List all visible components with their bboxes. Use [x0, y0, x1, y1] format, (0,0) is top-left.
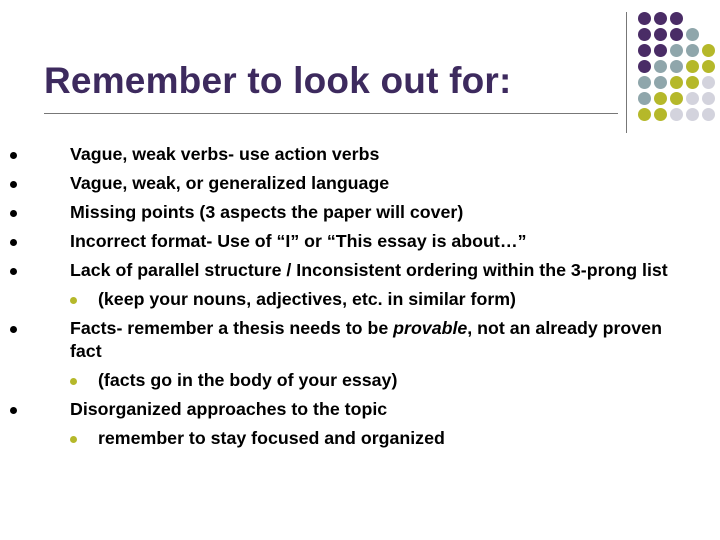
dot-olive	[670, 92, 683, 105]
dot-purple	[670, 12, 683, 25]
dot-teal	[638, 76, 651, 89]
dot-olive	[638, 108, 651, 121]
dot-purple	[654, 28, 667, 41]
dot-gray	[670, 108, 683, 121]
sub-list-item: remember to stay focused and organized	[70, 427, 670, 450]
dot-olive	[702, 44, 715, 57]
dot-olive	[686, 60, 699, 73]
dot-gray	[702, 108, 715, 121]
dot-teal	[670, 60, 683, 73]
dot-olive	[702, 60, 715, 73]
list-item: Incorrect format- Use of “I” or “This essay is about…”	[70, 230, 670, 253]
emphasized-word: provable	[393, 317, 468, 338]
bullet-list	[70, 143, 670, 456]
dot-teal	[638, 92, 651, 105]
dot-teal	[670, 44, 683, 57]
item-text: , not an already proven fact	[70, 317, 662, 361]
dot-gray	[702, 92, 715, 105]
dot-teal	[686, 44, 699, 57]
dot-purple	[638, 60, 651, 73]
dot-teal	[686, 28, 699, 41]
dot-purple	[654, 44, 667, 57]
dot-purple	[638, 12, 651, 25]
list-item: Vague, weak verbs- use action verbs	[70, 143, 670, 166]
item-text: Facts- remember a thesis needs to be	[70, 317, 394, 338]
dot-olive	[686, 76, 699, 89]
dot-teal	[654, 76, 667, 89]
vertical-divider	[626, 12, 627, 133]
sub-list-item: (keep your nouns, adjectives, etc. in similar form)	[70, 288, 670, 311]
list-item: Lack of parallel structure / Inconsistent ordering within the 3-prong list	[70, 259, 670, 282]
dot-gray	[686, 108, 699, 121]
sub-list-item: (facts go in the body of your essay)	[70, 369, 670, 392]
dot-gray	[702, 76, 715, 89]
dot-teal	[654, 60, 667, 73]
list-item: Vague, weak, or generalized language	[70, 172, 670, 195]
dot-purple	[638, 44, 651, 57]
dot-purple	[638, 28, 651, 41]
dot-olive	[654, 108, 667, 121]
list-item	[70, 317, 670, 363]
title-divider	[44, 113, 618, 114]
dot-olive	[670, 76, 683, 89]
dot-olive	[654, 92, 667, 105]
list-item: Missing points (3 aspects the paper will cover)	[70, 201, 670, 224]
dot-purple	[670, 28, 683, 41]
dot-purple	[654, 12, 667, 25]
dot-gray	[686, 92, 699, 105]
slide-title: Remember to look out for:	[44, 60, 512, 101]
list-item: Disorganized approaches to the topic	[70, 398, 670, 421]
